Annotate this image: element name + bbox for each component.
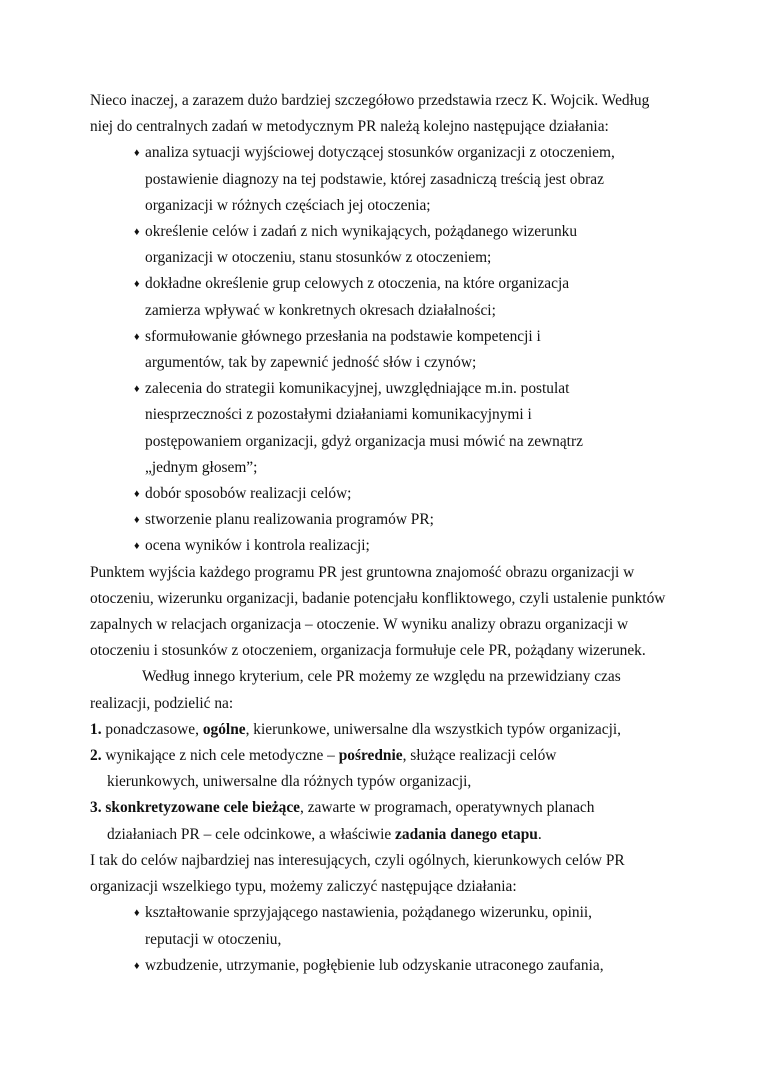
paragraph-line: I tak do celów najbardziej nas interesujących, czyli ogólnych, kierunkowych celów PR: [90, 851, 625, 869]
paragraph-line: realizacji, podzielić na:: [90, 694, 234, 712]
intro-line: niej do centralnych zadań w metodycznym PR należą kolejno następujące działania:: [90, 118, 609, 136]
goals-numbered-list: [90, 717, 668, 848]
bullet-item: [134, 271, 668, 323]
bullet-text: zamierza wpływać w konkretnych okresach działalności;: [145, 301, 496, 319]
bullet-item: [134, 140, 668, 219]
diamond-bullet-icon: ♦: [134, 147, 140, 160]
bullet-text: określenie celów i zadań z nich wynikających, pożądanego wizerunku: [145, 223, 578, 241]
diamond-bullet-icon: ♦: [134, 540, 140, 553]
bullet-text: postępowaniem organizacji, gdyż organizacja musi mówić na zewnątrz: [145, 432, 583, 450]
bullet-text: kształtowanie sprzyjającego nastawienia, pożądanego wizerunku, opinii,: [145, 904, 593, 922]
criterion-paragraph: [90, 664, 668, 716]
bullet-item: [134, 953, 668, 979]
paragraph-line: Według innego kryterium, cele PR możemy ze względu na przewidziany czas: [142, 668, 621, 686]
intro-line: Nieco inaczej, a zarazem dużo bardziej szczegółowo przedstawia rzecz K. Wojcik. Według: [90, 92, 650, 109]
item-text: kierunkowych, uniwersalne dla różnych typów organizacji,: [107, 773, 472, 791]
bullet-text: dokładne określenie grup celowych z otoczenia, na które organizacja: [145, 275, 570, 293]
bullet-item: [134, 376, 668, 481]
diamond-bullet-icon: ♦: [134, 226, 140, 239]
general-goals-paragraph: [90, 848, 668, 900]
numbered-item: [90, 795, 668, 847]
bullet-item: [134, 533, 668, 559]
bullet-text: ocena wyników i kontrola realizacji;: [145, 537, 370, 555]
diamond-bullet-icon: ♦: [134, 907, 140, 920]
bullet-item: [134, 219, 668, 271]
diamond-bullet-icon: ♦: [134, 330, 140, 343]
item-bold-text: ogólne: [202, 720, 246, 738]
bullet-text: zalecenia do strategii komunikacyjnej, uwzględniające m.in. postulat: [145, 380, 570, 398]
diamond-bullet-icon: ♦: [134, 488, 140, 501]
item-bold-text: skonkretyzowane cele bieżące: [101, 799, 301, 817]
bullet-text: stworzenie planu realizowania programów PR;: [145, 511, 434, 529]
bullet-text: analiza sytuacji wyjściowej dotyczącej stosunków organizacji z otoczeniem,: [145, 144, 615, 162]
item-text: działaniach PR – cele odcinkowe, a właściwie: [107, 825, 396, 843]
numbered-item: [90, 743, 668, 795]
paragraph-line: organizacji wszelkiego typu, możemy zaliczyć następujące działania:: [90, 878, 517, 896]
bullet-item: [134, 900, 668, 952]
item-bold-text: zadania danego etapu: [395, 825, 538, 843]
actions-list: [90, 900, 668, 979]
diamond-bullet-icon: ♦: [134, 959, 140, 972]
item-number: 2.: [90, 747, 102, 765]
item-number: 1.: [90, 720, 102, 738]
item-text: , zawarte w programach, operatywnych planach: [300, 799, 595, 817]
task-list: [90, 140, 668, 559]
item-text: , służące realizacji celów: [402, 747, 557, 765]
diamond-bullet-icon: ♦: [134, 383, 140, 396]
bullet-text: niesprzeczności z pozostałymi działaniami komunikacyjnymi i: [145, 406, 532, 424]
bullet-text: postawienie diagnozy na tej podstawie, której zasadniczą treścią jest obraz: [145, 170, 604, 188]
document-page: [90, 88, 668, 979]
bullet-item: [134, 507, 668, 533]
program-paragraph: [90, 560, 668, 665]
bullet-item: [134, 481, 668, 507]
bullet-text: argumentów, tak by zapewnić jedność słów i czynów;: [145, 354, 477, 372]
bullet-text: wzbudzenie, utrzymanie, pogłębienie lub odzyskanie utraconego zaufania,: [145, 956, 604, 974]
item-number: 3.: [90, 799, 102, 817]
item-text: wynikające z nich cele metodyczne –: [101, 747, 339, 765]
item-text: ponadczasowe,: [101, 720, 203, 738]
diamond-bullet-icon: ♦: [134, 278, 140, 291]
paragraph-line: otoczeniu, wizerunku organizacji, badanie potencjału konfliktowego, czyli ustalenie punktów: [90, 589, 666, 607]
item-bold-text: pośrednie: [338, 747, 403, 765]
bullet-item: [134, 324, 668, 376]
diamond-bullet-icon: ♦: [134, 514, 140, 527]
paragraph-line: otoczeniu i stosunków z otoczeniem, organizacja formułuje cele PR, pożądany wizerunek.: [90, 642, 646, 660]
numbered-item: [90, 717, 668, 743]
bullet-text: „jednym głosem”;: [145, 458, 258, 476]
bullet-text: sformułowanie głównego przesłania na podstawie kompetencji i: [145, 327, 541, 345]
bullet-text: reputacji w otoczeniu,: [145, 930, 282, 948]
item-text: .: [537, 825, 542, 843]
bullet-text: organizacji w różnych częściach jej otoczenia;: [145, 196, 431, 214]
paragraph-line: zapalnych w relacjach organizacja – otoczenie. W wyniku analizy obrazu organizacji w: [90, 616, 629, 634]
bullet-text: dobór sposobów realizacji celów;: [145, 485, 352, 503]
item-text: , kierunkowe, uniwersalne dla wszystkich typów organizacji,: [245, 720, 621, 738]
paragraph-line: Punktem wyjścia każdego programu PR jest gruntowna znajomość obrazu organizacji w: [90, 563, 635, 581]
intro-paragraph: [90, 88, 668, 140]
bullet-text: organizacji w otoczeniu, stanu stosunków z otoczeniem;: [145, 249, 492, 267]
